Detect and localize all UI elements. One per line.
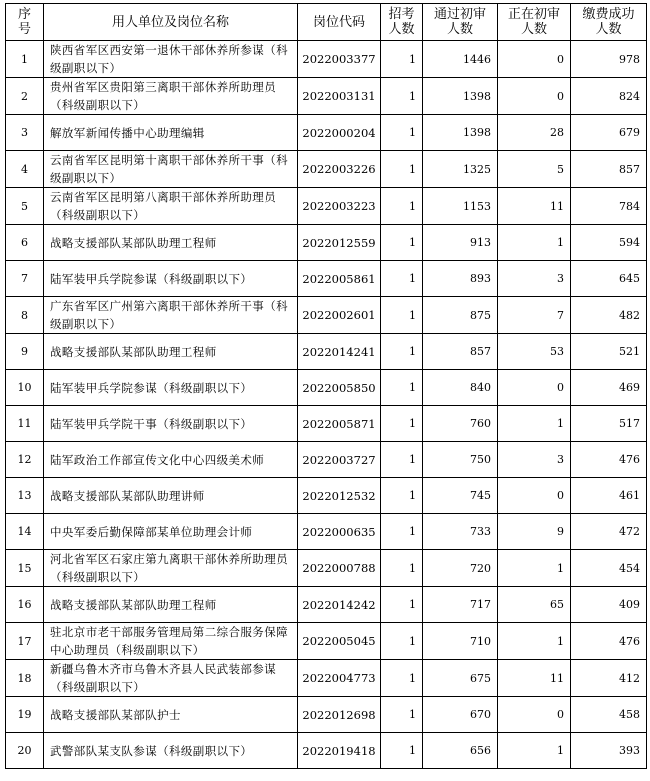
cell-recruit: 1 <box>381 660 423 697</box>
cell-pending: 1 <box>498 406 571 442</box>
cell-recruit: 1 <box>381 225 423 261</box>
table-row <box>6 550 647 587</box>
cell-index: 17 <box>6 623 44 660</box>
cell-paid: 482 <box>571 297 647 334</box>
cell-unit: 武警部队某支队参谋（科级副职以下） <box>44 733 298 769</box>
table-row <box>6 733 647 769</box>
cell-paid: 469 <box>571 370 647 406</box>
cell-index: 2 <box>6 78 44 115</box>
table-row <box>6 514 647 550</box>
cell-paid: 784 <box>571 188 647 225</box>
cell-pending: 0 <box>498 78 571 115</box>
cell-passed: 760 <box>423 406 498 442</box>
cell-unit: 解放军新闻传播中心助理编辑 <box>44 115 298 151</box>
cell-passed: 1153 <box>423 188 498 225</box>
cell-paid: 978 <box>571 41 647 78</box>
table-row <box>6 297 647 334</box>
table-row <box>6 370 647 406</box>
cell-unit: 陆军装甲兵学院参谋（科级副职以下） <box>44 370 298 406</box>
table-row <box>6 151 647 188</box>
cell-recruit: 1 <box>381 697 423 733</box>
cell-code: 2022005871 <box>298 406 381 442</box>
cell-code: 2022019418 <box>298 733 381 769</box>
cell-pending: 1 <box>498 225 571 261</box>
cell-recruit: 1 <box>381 78 423 115</box>
table-row <box>6 587 647 623</box>
cell-recruit: 1 <box>381 478 423 514</box>
cell-code: 2022012532 <box>298 478 381 514</box>
cell-index: 8 <box>6 297 44 334</box>
cell-index: 3 <box>6 115 44 151</box>
cell-unit: 新疆乌鲁木齐市乌鲁木齐县人民武装部参谋（科级副职以下） <box>44 660 298 697</box>
cell-pending: 1 <box>498 733 571 769</box>
cell-code: 2022014242 <box>298 587 381 623</box>
cell-pending: 28 <box>498 115 571 151</box>
cell-index: 5 <box>6 188 44 225</box>
cell-unit: 河北省军区石家庄第九离职干部休养所助理员（科级副职以下） <box>44 550 298 587</box>
cell-pending: 11 <box>498 188 571 225</box>
cell-passed: 670 <box>423 697 498 733</box>
table-row <box>6 334 647 370</box>
header-row <box>6 4 647 41</box>
table-row <box>6 115 647 151</box>
cell-unit: 陆军装甲兵学院参谋（科级副职以下） <box>44 261 298 297</box>
cell-index: 11 <box>6 406 44 442</box>
cell-passed: 717 <box>423 587 498 623</box>
cell-recruit: 1 <box>381 41 423 78</box>
cell-passed: 675 <box>423 660 498 697</box>
cell-code: 2022000788 <box>298 550 381 587</box>
cell-unit: 广东省军区广州第六离职干部休养所干事（科级副职以下） <box>44 297 298 334</box>
table-row <box>6 442 647 478</box>
cell-unit: 陕西省军区西安第一退休干部休养所参谋（科级副职以下） <box>44 41 298 78</box>
header-unit: 用人单位及岗位名称 <box>44 4 298 41</box>
cell-pending: 0 <box>498 478 571 514</box>
cell-code: 2022012559 <box>298 225 381 261</box>
cell-code: 2022003226 <box>298 151 381 188</box>
cell-pending: 0 <box>498 41 571 78</box>
cell-paid: 679 <box>571 115 647 151</box>
table-row <box>6 261 647 297</box>
cell-unit: 驻北京市老干部服务管理局第二综合服务保障中心助理员（科级副职以下） <box>44 623 298 660</box>
cell-passed: 913 <box>423 225 498 261</box>
cell-recruit: 1 <box>381 188 423 225</box>
cell-passed: 720 <box>423 550 498 587</box>
cell-recruit: 1 <box>381 733 423 769</box>
cell-code: 2022005045 <box>298 623 381 660</box>
cell-code: 2022012698 <box>298 697 381 733</box>
cell-code: 2022003727 <box>298 442 381 478</box>
cell-index: 12 <box>6 442 44 478</box>
cell-recruit: 1 <box>381 115 423 151</box>
table-row <box>6 225 647 261</box>
cell-pending: 11 <box>498 660 571 697</box>
cell-code: 2022005850 <box>298 370 381 406</box>
cell-index: 7 <box>6 261 44 297</box>
cell-recruit: 1 <box>381 370 423 406</box>
cell-unit: 陆军装甲兵学院干事（科级副职以下） <box>44 406 298 442</box>
cell-recruit: 1 <box>381 587 423 623</box>
cell-unit: 战略支援部队某部队助理工程师 <box>44 334 298 370</box>
cell-paid: 393 <box>571 733 647 769</box>
cell-recruit: 1 <box>381 550 423 587</box>
cell-passed: 857 <box>423 334 498 370</box>
cell-paid: 458 <box>571 697 647 733</box>
cell-passed: 840 <box>423 370 498 406</box>
cell-index: 14 <box>6 514 44 550</box>
table-row <box>6 697 647 733</box>
cell-index: 19 <box>6 697 44 733</box>
cell-pending: 3 <box>498 442 571 478</box>
cell-pending: 7 <box>498 297 571 334</box>
cell-paid: 857 <box>571 151 647 188</box>
cell-paid: 461 <box>571 478 647 514</box>
cell-index: 15 <box>6 550 44 587</box>
cell-paid: 412 <box>571 660 647 697</box>
cell-index: 4 <box>6 151 44 188</box>
table-row <box>6 623 647 660</box>
cell-paid: 517 <box>571 406 647 442</box>
cell-code: 2022003223 <box>298 188 381 225</box>
cell-index: 10 <box>6 370 44 406</box>
cell-passed: 1325 <box>423 151 498 188</box>
cell-passed: 893 <box>423 261 498 297</box>
table-row <box>6 478 647 514</box>
cell-pending: 0 <box>498 370 571 406</box>
cell-unit: 战略支援部队某部队护士 <box>44 697 298 733</box>
cell-code: 2022002601 <box>298 297 381 334</box>
cell-index: 18 <box>6 660 44 697</box>
cell-code: 2022005861 <box>298 261 381 297</box>
cell-unit: 贵州省军区贵阳第三离职干部休养所助理员（科级副职以下） <box>44 78 298 115</box>
cell-index: 13 <box>6 478 44 514</box>
cell-paid: 409 <box>571 587 647 623</box>
cell-paid: 476 <box>571 442 647 478</box>
cell-paid: 824 <box>571 78 647 115</box>
cell-passed: 710 <box>423 623 498 660</box>
header-pending: 正在初审 人数 <box>498 4 571 41</box>
cell-recruit: 1 <box>381 261 423 297</box>
table-row <box>6 188 647 225</box>
cell-paid: 472 <box>571 514 647 550</box>
header-code: 岗位代码 <box>298 4 381 41</box>
cell-recruit: 1 <box>381 151 423 188</box>
cell-paid: 594 <box>571 225 647 261</box>
cell-paid: 476 <box>571 623 647 660</box>
cell-unit: 陆军政治工作部宣传文化中心四级美术师 <box>44 442 298 478</box>
cell-recruit: 1 <box>381 406 423 442</box>
cell-pending: 3 <box>498 261 571 297</box>
cell-unit: 战略支援部队某部队助理讲师 <box>44 478 298 514</box>
cell-unit: 云南省军区昆明第十离职干部休养所干事（科级副职以下） <box>44 151 298 188</box>
header-passed: 通过初审 人数 <box>423 4 498 41</box>
cell-pending: 53 <box>498 334 571 370</box>
table-row <box>6 78 647 115</box>
cell-unit: 云南省军区昆明第八离职干部休养所助理员（科级副职以下） <box>44 188 298 225</box>
cell-passed: 875 <box>423 297 498 334</box>
cell-paid: 521 <box>571 334 647 370</box>
cell-passed: 656 <box>423 733 498 769</box>
cell-unit: 战略支援部队某部队助理工程师 <box>44 225 298 261</box>
header-recruit: 招考 人数 <box>381 4 423 41</box>
cell-code: 2022003377 <box>298 41 381 78</box>
cell-index: 9 <box>6 334 44 370</box>
cell-paid: 454 <box>571 550 647 587</box>
cell-passed: 745 <box>423 478 498 514</box>
cell-recruit: 1 <box>381 514 423 550</box>
cell-recruit: 1 <box>381 297 423 334</box>
cell-index: 20 <box>6 733 44 769</box>
cell-pending: 65 <box>498 587 571 623</box>
cell-passed: 1446 <box>423 41 498 78</box>
header-index: 序 号 <box>6 4 44 41</box>
cell-recruit: 1 <box>381 442 423 478</box>
cell-code: 2022014241 <box>298 334 381 370</box>
cell-recruit: 1 <box>381 334 423 370</box>
cell-code: 2022000635 <box>298 514 381 550</box>
cell-paid: 645 <box>571 261 647 297</box>
cell-pending: 9 <box>498 514 571 550</box>
table-row <box>6 660 647 697</box>
cell-passed: 733 <box>423 514 498 550</box>
cell-pending: 1 <box>498 550 571 587</box>
table-row <box>6 406 647 442</box>
cell-pending: 5 <box>498 151 571 188</box>
cell-unit: 战略支援部队某部队助理工程师 <box>44 587 298 623</box>
cell-unit: 中央军委后勤保障部某单位助理会计师 <box>44 514 298 550</box>
cell-index: 16 <box>6 587 44 623</box>
cell-recruit: 1 <box>381 623 423 660</box>
cell-code: 2022003131 <box>298 78 381 115</box>
applicant-stats-table <box>5 3 647 769</box>
cell-index: 1 <box>6 41 44 78</box>
cell-code: 2022000204 <box>298 115 381 151</box>
header-paid: 缴费成功 人数 <box>571 4 647 41</box>
cell-index: 6 <box>6 225 44 261</box>
cell-passed: 750 <box>423 442 498 478</box>
cell-pending: 1 <box>498 623 571 660</box>
table-row <box>6 41 647 78</box>
cell-pending: 0 <box>498 697 571 733</box>
cell-passed: 1398 <box>423 115 498 151</box>
cell-code: 2022004773 <box>298 660 381 697</box>
cell-passed: 1398 <box>423 78 498 115</box>
